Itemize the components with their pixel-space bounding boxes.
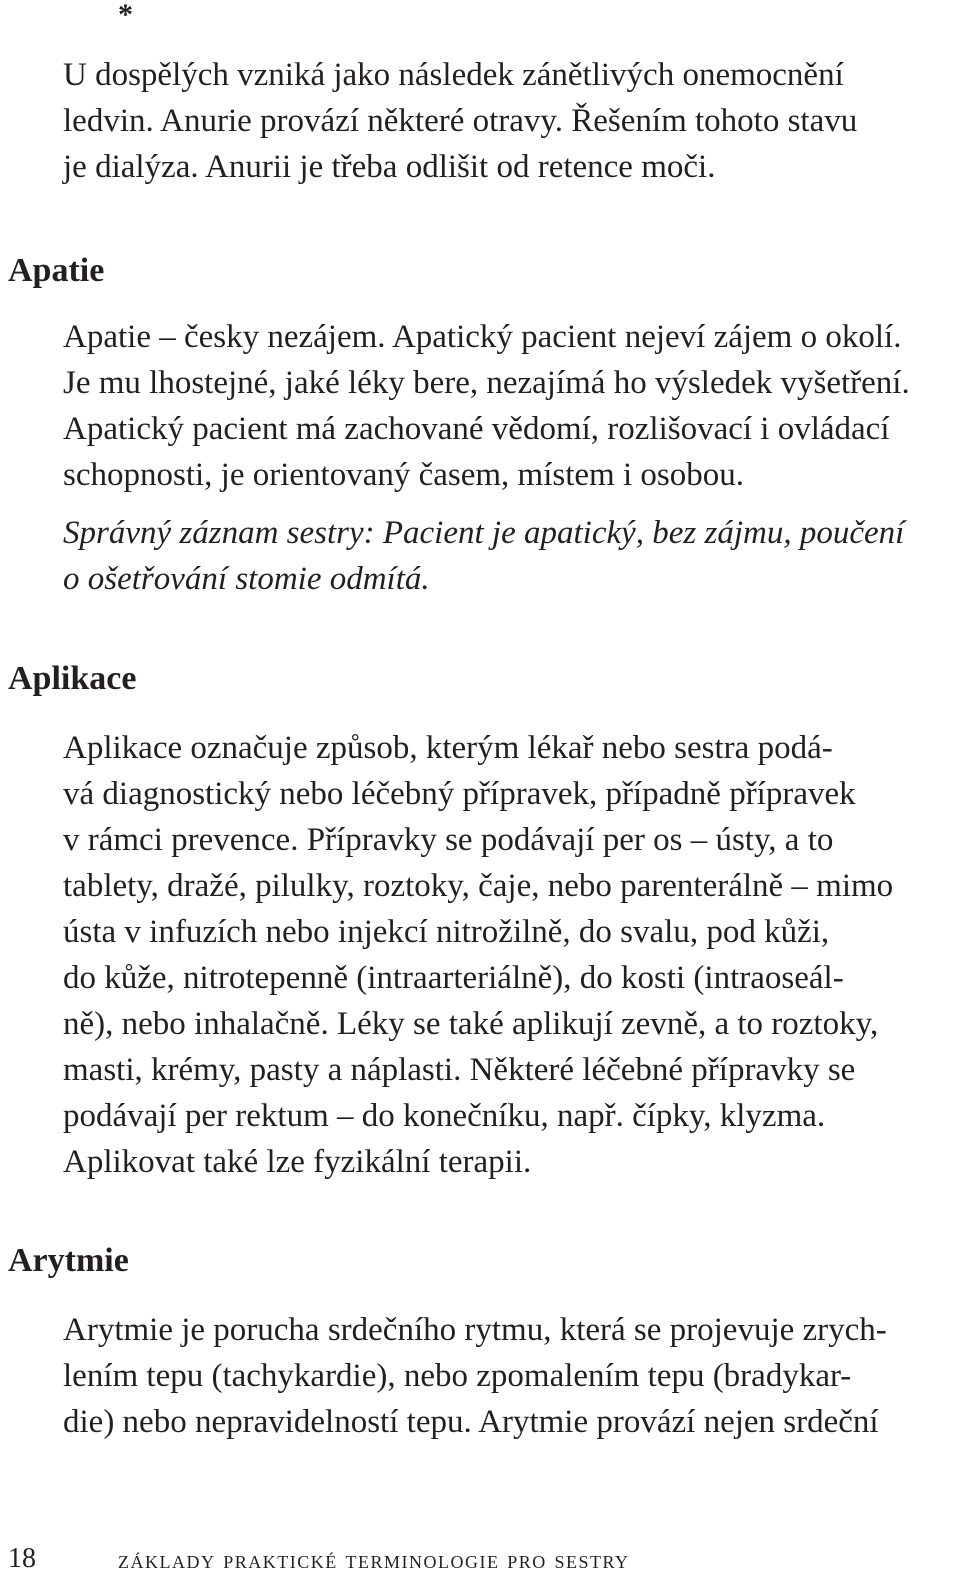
aplikace-line-5: ústa v infuzích nebo injekcí nitrožilně, do svalu, pod kůži, <box>63 914 830 950</box>
apatie-line-1: Apatie – česky nezájem. Apatický pacient nejeví zájem o okolí. <box>63 319 902 355</box>
aplikace-line-3: v rámci prevence. Přípravky se podávají per os – ústy, a to <box>63 822 834 858</box>
aplikace-line-10: Aplikovat také lze fyzikální terapii. <box>63 1144 532 1180</box>
running-title: základy praktické terminologie pro sestry <box>118 1547 630 1574</box>
heading-aplikace: Aplikace <box>8 660 137 697</box>
arytmie-line-3: die) nebo nepravidelností tepu. Arytmie provází nejen srdeční <box>63 1404 879 1440</box>
aplikace-line-6: do kůže, nitrotepenně (intraarteriálně), do kosti (intraoseál- <box>63 960 844 996</box>
aplikace-line-4: tablety, dražé, pilulky, roztoky, čaje, nebo parenterálně – mimo <box>63 868 894 904</box>
heading-apatie: Apatie <box>8 252 105 289</box>
apatie-line-4: schopnosti, je orientovaný časem, místem i osobou. <box>63 457 744 493</box>
apatie-line-2: Je mu lhostejné, jaké léky bere, nezajímá ho výsledek vyšetření. <box>63 365 910 401</box>
anurie-line-1: U dospělých vzniká jako následek zánětlivých onemocnění <box>63 57 844 93</box>
arytmie-line-2: lením tepu (tachykardie), nebo zpomalením tepu (bradykar- <box>63 1358 852 1394</box>
aplikace-line-7: ně), nebo inhalačně. Léky se také aplikují zevně, a to roztoky, <box>63 1006 879 1042</box>
aplikace-line-1: Aplikace označuje způsob, kterým lékař nebo sestra podá- <box>63 730 833 766</box>
anurie-line-2: ledvin. Anurie provází některé otravy. Řešením tohoto stavu <box>63 103 858 139</box>
arytmie-line-1: Arytmie je porucha srdečního rytmu, která se projevuje zrych- <box>63 1312 887 1348</box>
heading-arytmie: Arytmie <box>8 1242 129 1279</box>
aplikace-line-9: podávají per rektum – do konečníku, např. čípky, klyzma. <box>63 1098 826 1134</box>
aplikace-line-2: vá diagnostický nebo léčebný přípravek, případně přípravek <box>63 776 856 812</box>
apatie-example-line-1: Správný záznam sestry: Pacient je apatický, bez zájmu, poučení <box>63 515 905 551</box>
apatie-line-3: Apatický pacient má zachované vědomí, rozlišovací i ovládací <box>63 411 890 447</box>
asterisk-marker: * <box>118 0 133 31</box>
apatie-example-line-2: o ošetřování stomie odmítá. <box>63 561 430 597</box>
anurie-line-3: je dialýza. Anurii je třeba odlišit od retence moči. <box>63 149 716 185</box>
page-number: 18 <box>8 1543 36 1574</box>
aplikace-line-8: masti, krémy, pasty a náplasti. Některé léčebné přípravky se <box>63 1052 856 1088</box>
